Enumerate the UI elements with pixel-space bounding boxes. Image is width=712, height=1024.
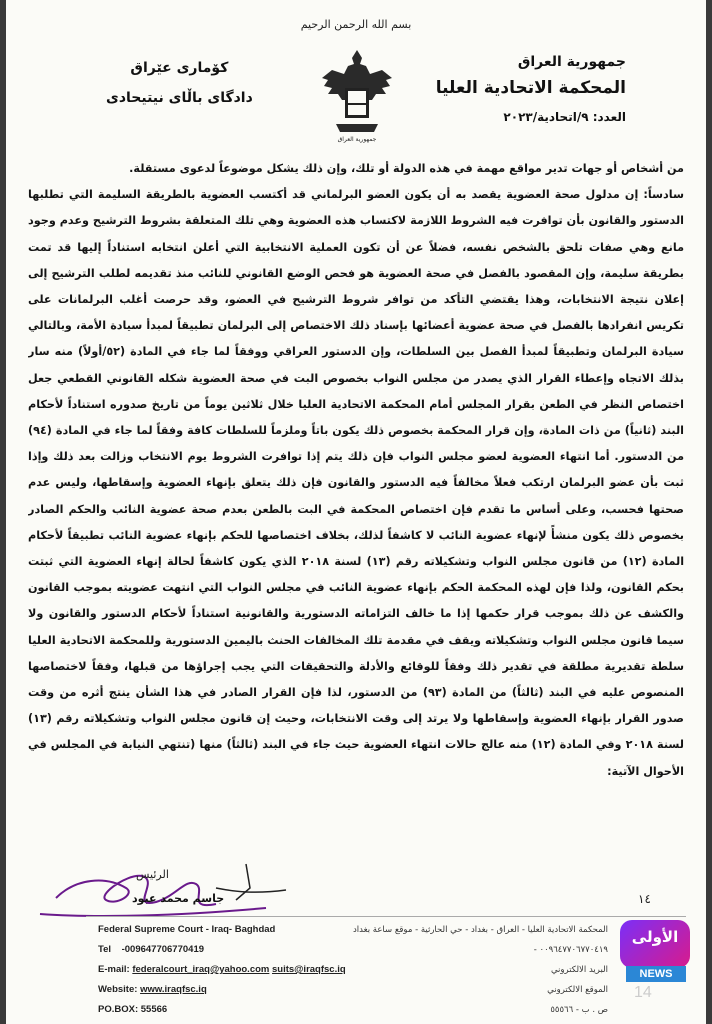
court-name-arabic: المحكمة الاتحادية العليا (435, 78, 626, 98)
country-name-arabic: جمهورية العراق (517, 54, 626, 70)
document-page (6, 0, 706, 1024)
email-line: E-mail: federalcourt_iraq@yahoo.com suits@iraqfsc.iq (98, 964, 346, 975)
document-number: العدد: ٩/اتحادية/٢٠٢٣ (503, 110, 626, 124)
emblem-caption: جمهورية العراق (337, 136, 377, 143)
basmala: بسم الله الرحمن الرحيم (300, 18, 412, 31)
email-link-secondary[interactable]: suits@iraqfsc.iq (272, 964, 346, 975)
letterhead-kurdish (106, 60, 253, 106)
footer-contact-english (98, 920, 346, 1020)
paragraph: من أشخاص أو جهات تدير مواقع مهمة في هذه الدولة أو تلك، وإن ذلك يشكل موضوعاً لدعوى مستقلة. (129, 162, 684, 175)
court-name-english: Federal Supreme Court - Iraq- Baghdad (98, 924, 276, 935)
corner-page-number: 14 (634, 984, 652, 1001)
pobox-arabic: ص . ب - ٥٥٥٦٦ (550, 1005, 608, 1015)
signatory-name: جاسم محمد عبود (132, 892, 225, 905)
page-number: ١٤ (638, 892, 651, 906)
country-name-kurdish: كۆماری عێراق (130, 60, 229, 76)
watermark-logo-text: الأولى (631, 928, 679, 946)
news-watermark-logo (612, 914, 692, 984)
watermark-news-label: NEWS (626, 966, 686, 982)
iraq-eagle-emblem-icon (318, 44, 396, 144)
footer-divider (86, 916, 686, 917)
court-name-kurdish: دادگای باڵای نیتیحادی (106, 90, 253, 106)
phone-line: Tel -009647706770419 (98, 944, 205, 955)
website-arabic: الموقع الالكتروني (547, 985, 608, 995)
website-link[interactable]: www.iraqfsc.iq (140, 984, 207, 995)
phone-arabic: ٠٠٩٦٤٧٧٠٦٧٧٠٤١٩ - (533, 945, 608, 955)
phone-number: -009647706770419 (121, 944, 205, 955)
signatory-title: الرئيس (136, 868, 169, 881)
email-link[interactable]: federalcourt_iraq@yahoo.com (132, 964, 270, 975)
letterhead (6, 0, 706, 160)
po-box: PO.BOX: 55566 (98, 1004, 168, 1015)
paragraph: سادساً: إن مدلول صحة العضوية يقصد به أن يكون العضو البرلماني قد أكتسب العضوية بالطريقة السليمة التي تطلبها الدستور والقانون بأن توافرت فيه الشروط اللازمة لاكتساب هذه العضوية وهي تلك المتعلقة بشروط الترشيح وعدم وجود مانع وهي صفات تلحق بالشخص نفسه، فضلاً عن أن تكون العملية الانتخابية التي أعلن انتخابه استناداً إليها قد تمت بطريقة سليمة، وإن المقصود بالفصل في صحة العضوية هو فحص الوضع القانوني للنائب منذ تقديمه لطلب الترشيح إلى إعلان نتيجة الانتخابات، وهذا يقتضي التأكد من توافر شروط الترشيح في العضو، وقد حرصت أغلب البرلمانات على تكريس انفرادها بالفصل في صحة عضوية أعضائها بإسناد ذلك الاختصاص إلى البرلمان تطبيقاً لمبدأ سيادة الأمة، وبالتالي سيادة البرلمان وتطبيقاً لمبدأ الفصل بين السلطات، وإن الدستور العراقي ووفقاً لما جاء في المادة (٥٢/أولاً) منه سار بذلك الاتجاه وإعطاء القرار الذي يصدر من مجلس النواب بخصوص البت في صحة العضوية شكله القانوني القطعي جعل اختصاص النظر في الطعن بقرار المجلس أمام المحكمة الاتحادية العليا خلال ثلاثين يوماً من تاريخ صدوره استناداً لأحكام البند (ثانياً) من ذات المادة، وإن قرار المحكمة بخصوص ذلك يكون باتاً وملزماً للسلطات كافة وفقاً لما جاء في المادة (٩٤) من الدستور. أما انتهاء العضوية لعضو مجلس النواب فإن ذلك يتم إذا توافرت الشروط يوم الانتخاب وزالت بعد ذلك وإذا ثبت بأن عضو البرلمان ارتكب فعلاً مخالفاً فيه الدستور والقانون فإن ذلك يتعلق بإنهاء العضوية وإسقاطها، وليس عدم صحتها فحسب، وعلى أساس ما تقدم فإن اختصاص المحكمة في البت بالطعن بعدم صحة عضوية النائب والحكم الصادر بخصوص ذلك يكون منشأً لإنهاء عضوية النائب لا كاشفاً لذلك، بخلاف اختصاصها للحكم بإنهاء عضوية النائب تطبيقاً لأحكام المادة (١٢) من قانون مجلس النواب وتشكيلاته رقم (١٣) لسنة ٢٠١٨ الذي يكون كاشفاً لحالة إنهاء العضوية التي ثبتت بحكم القانون، ولذا فإن لهذه المحكمة الحكم بإنهاء عضوية النائب في مجلس النواب التي انتهت عضويته بموجب القانون والكشف عن ذلك بموجب قرار حكمها إذا ما خالف التزاماته الدستورية والقانونية استناداً لأحكام الدستور والقانون ولا سيما قانون مجلس النواب وتشكيلاته ويقف في مقدمة تلك المخالفات الحنث باليمين الدستورية وللمحكمة الاتحادية العليا سلطة تقديرية مطلقة في تقدير ذلك وفقاً للوقائع والأدلة والتحقيقات التي يجب إجراؤها من قبلها، وفقاً لاختصاصها المنصوص عليه في البند (ثالثاً) من المادة (٩٣) من الدستور، لذا فإن القرار الصادر في هذا الشأن ينتج أثره من وقت صدور القرار بإنهاء العضوية وإسقاطها ولا يرتد إلى وقت الانتخابات، وحيث إن قانون مجلس النواب وتشكيلاته رقم (١٣) لسنة ٢٠١٨ وفي المادة (١٢) منه عالج حالات انتهاء العضوية حيث جاء في البند (ثالثاً) منها (تنتهي النيابة في المجلس في الأحوال الآتية: (28, 188, 684, 778)
letterhead-arabic (436, 54, 626, 124)
email-arabic: البريد الالكتروني (550, 965, 608, 975)
website-line: Website: www.iraqfsc.iq (98, 984, 207, 995)
footer-contact-arabic (353, 920, 608, 1020)
address-arabic: المحكمة الاتحادية العليا - العراق - بغداد - حي الحارثية - موقع ساعة بغداد (353, 925, 608, 935)
ruling-body-text (28, 156, 684, 846)
